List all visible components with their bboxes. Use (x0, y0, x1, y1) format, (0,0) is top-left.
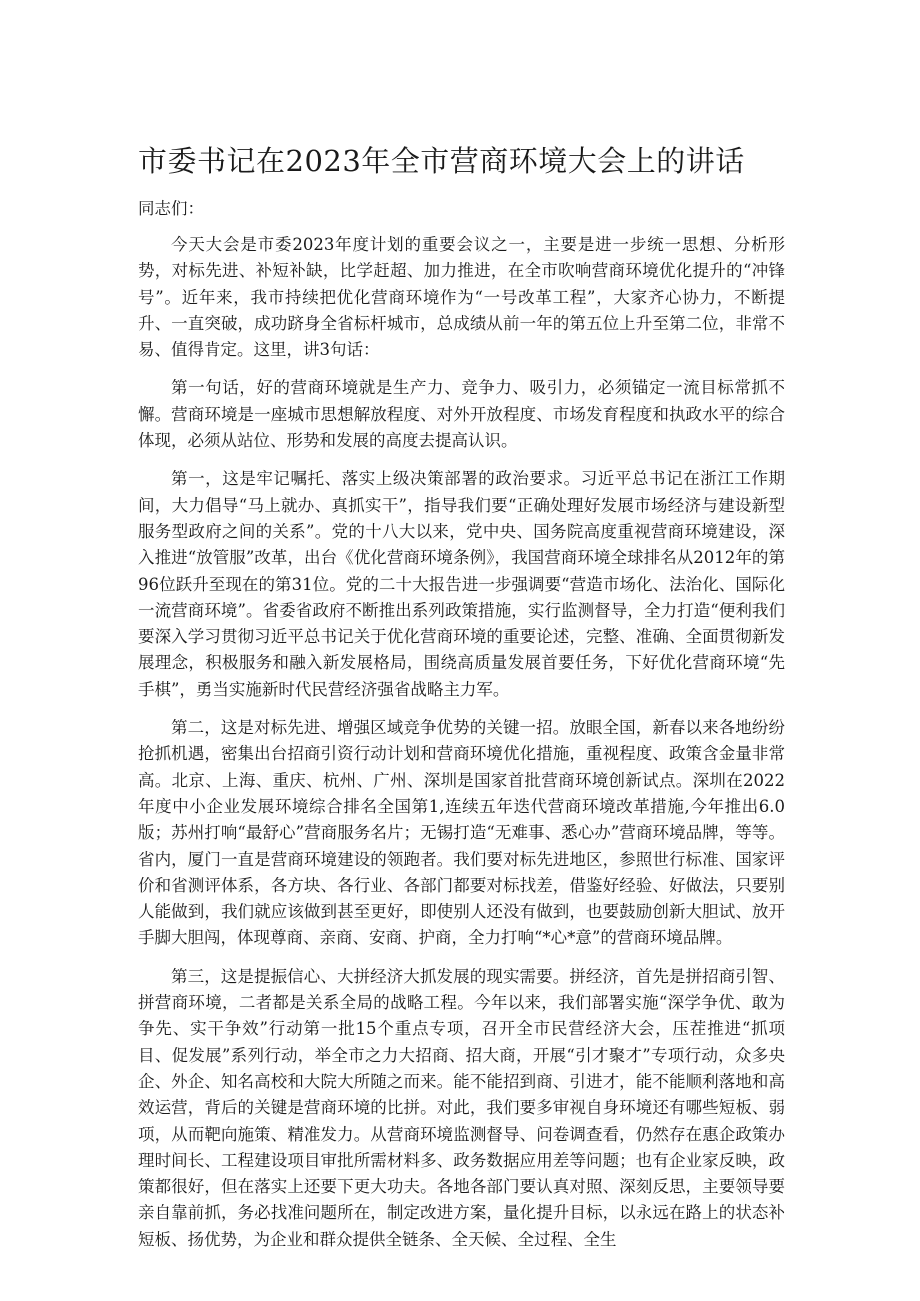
document-title: 市委书记在2023年全市营商环境大会上的讲话 (138, 144, 745, 178)
paragraph-boost-confidence: 第三，这是提振信心、大拼经济大抓发展的现实需要。拼经济，首先是拼招商引智、拼营商环境，二者都是关系全局的战略工程。今年以来，我们部署实施“深学争优、敢为争先、实干争效”行动第一批15个重点专项，召开全市民营经济大会，压茬推进“抓项目、促发展”系列行动，举全市之力大招商、招大商，开展“引才聚才”专项行动，众多央企、外企、知名高校和大院大所随之而来。能不能招到商、引进才，能不能顺利落地和高效运营，背后的关键是营商环境的比拼。对此，我们要多审视自身环境还有哪些短板、弱项，从而靶向施策、精准发力。从营商环境监测督导、问卷调查看，仍然存在惠企政策办理时间长、工程建设项目审批所需材料多、政务数据应用差等问题；也有企业家反映，政策都很好，但在落实上还要下更大功夫。各地各部门要认真对照、深刻反思，主要领导要亲自靠前抓，务必找准问题所在，制定改进方案，量化提升目标，以永远在路上的状态补短板、扬优势，为企业和群众提供全链条、全天候、全过程、全生 (138, 966, 785, 1249)
speech-body (138, 232, 785, 1265)
paragraph-intro: 今天大会是市委2023年度计划的重要会议之一，主要是进一步统一思想、分析形势，对标先进、补短补缺，比学赶超、加力推进，在全市吹响营商环境优化提升的“冲锋号”。近年来，我市持续把优化营商环境作为“一号改革工程”，大家齐心协力，不断提升、一直突破，成功跻身全省标杆城市，总成绩从前一年的第五位上升至第二位，非常不易、值得肯定。这里，讲3句话： (138, 235, 785, 360)
paragraph-political-requirement: 第一，这是牢记嘱托、落实上级决策部署的政治要求。习近平总书记在浙江工作期间，大力倡导“马上就办、真抓实干”，指导我们要“正确处理好发展市场经济与建设新型服务型政府之间的关系”。党的十八大以来，党中央、国务院高度重视营商环境建设，深入推进“放管服”改革，出台《优化营商环境条例》，我国营商环境全球排名从2012年的第96位跃升至现在的第31位。党的二十大报告进一步强调要“营造市场化、法治化、国际化一流营商环境”。省委省政府不断推出系列政策措施，实行监测督导，全力打造“便利我们要深入学习贯彻习近平总书记关于优化营商环境的重要论述，完整、准确、全面贯彻新发展理念，积极服务和融入新发展格局，围绕高质量发展首要任务，下好优化营商环境“先手棋”，勇当实施新时代民营经济强省战略主力军。 (138, 469, 785, 699)
salutation: 同志们： (138, 199, 204, 218)
paragraph-benchmark-advanced: 第二，这是对标先进、增强区域竞争优势的关键一招。放眼全国，新春以来各地纷纷抢抓机遇，密集出台招商引资行动计划和营商环境优化措施，重视程度、政策含金量非常高。北京、上海、重庆、杭州、广州、深圳是国家首批营商环境创新试点。深圳在2022年度中小企业发展环境综合排名全国第1,连续五年迭代营商环境改革措施,今年推出6.0版；苏州打响“最舒心”营商服务名片；无锡打造“无难事、悉心办”营商环境品牌，等等。省内，厦门一直是营商环境建设的领跑者。我们要对标先进地区，参照世行标准、国家评价和省测评体系，各方块、各行业、各部门都要对标找差，借鉴好经验、好做法，只要别人能做到，我们就应该做到甚至更好，即使别人还没有做到，也要鼓励创新大胆试、放开手脚大胆闯，体现尊商、亲商、安商、护商，全力打响“*心*意”的营商环境品牌。 (138, 718, 785, 948)
paragraph-first-point: 第一句话，好的营商环境就是生产力、竞争力、吸引力，必须锚定一流目标常抓不懈。营商环境是一座城市思想解放程度、对外开放程度、市场发育程度和执政水平的综合体现，必须从站位、形势和发展的高度去提高认识。 (138, 378, 785, 451)
